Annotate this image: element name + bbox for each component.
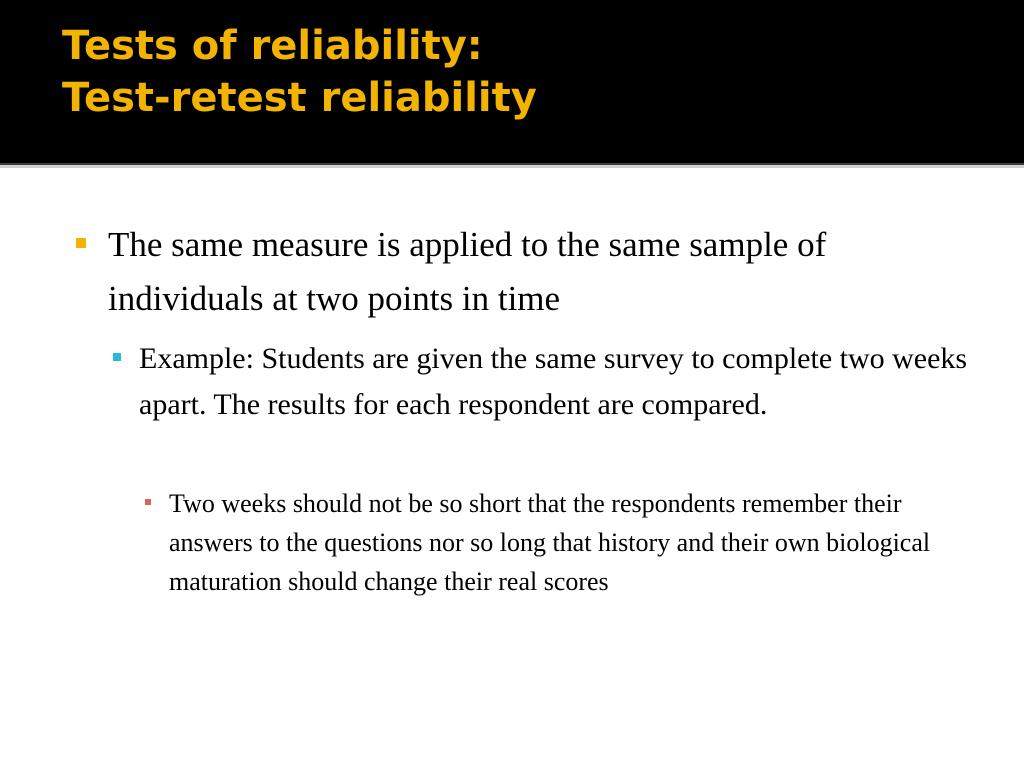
title-line-2: Test-retest reliability (62, 75, 537, 121)
square-bullet-icon (76, 238, 86, 248)
title-divider-shadow (0, 165, 1024, 168)
title-line-1: Tests of reliability: (62, 23, 483, 69)
square-bullet-icon (145, 499, 151, 505)
bullet-text: Two weeks should not be so short that the respondents remember their answers to the questions nor so long that history and their own biological maturation should change their real scores (169, 489, 931, 596)
slide-title (62, 20, 537, 124)
bullet-text: Example: Students are given the same survey to complete two weeks apart. The results for each respondent are compared. (139, 342, 968, 421)
square-bullet-icon (113, 353, 121, 361)
bullet-level-2 (113, 336, 973, 428)
title-bar (0, 0, 1024, 163)
bullet-level-1 (76, 218, 976, 326)
bullet-text: The same measure is applied to the same sample of individuals at two points in time (108, 225, 827, 318)
bullet-level-3 (145, 484, 965, 601)
